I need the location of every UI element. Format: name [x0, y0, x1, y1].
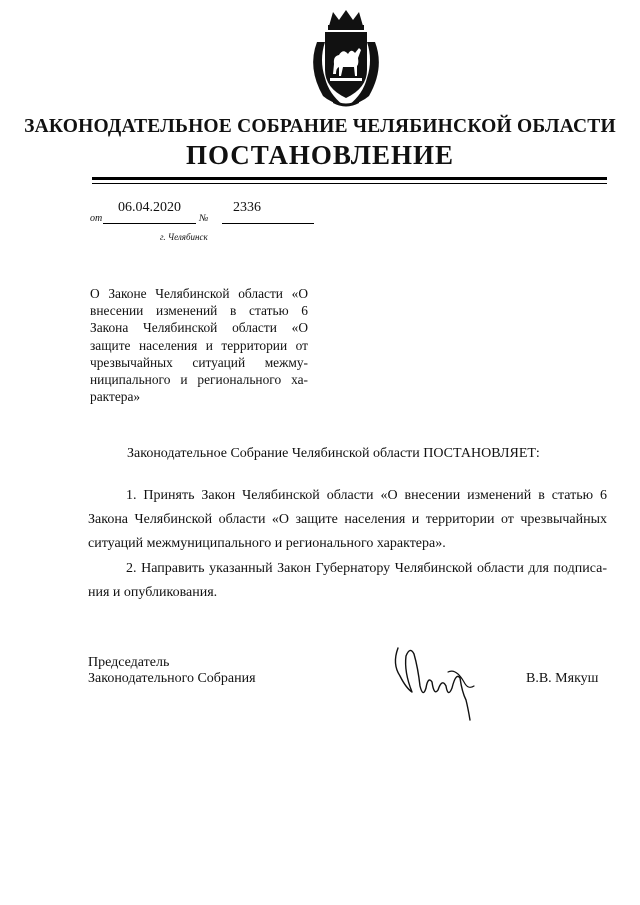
date-underline — [103, 223, 196, 224]
document-date: 06.04.2020 — [118, 200, 181, 215]
resolution-item-1: 1. Принять Закон Челябинской области «О внесении изменений в статью 6 Закона Челябинской области «О защите населения и территории от чрезвычайных ситуаций межмуниципального и регионального характера». — [88, 488, 607, 551]
preamble-text: Законодательное Собрание Челябинской области ПОСТАНОВЛЯЕТ: — [127, 446, 540, 461]
signatory-position-line1: Председатель — [88, 655, 170, 670]
coat-of-arms-icon — [303, 8, 389, 108]
resolution-item-2: 2. Направить указанный Закон Губернатору Челябинской области для подписа-ния и опубликования. — [88, 561, 607, 600]
number-sign-label: № — [199, 213, 209, 224]
signatory-position-line2: Законодательного Собрания — [88, 671, 256, 686]
document-number: 2336 — [233, 200, 261, 215]
date-prefix-label: от — [90, 213, 103, 224]
number-underline — [222, 223, 314, 224]
document-type-title: ПОСТАНОВЛЕНИЕ — [185, 140, 455, 170]
signatory-position — [88, 655, 256, 687]
resolution-subject: О Законе Челябинской области «О внесении изменений в статью 6 Закона Челябинской области «О защите населения и территории от чрезвычайных ситуаций межму-ниципального и регионального ха-рактера» — [90, 286, 308, 405]
handwritten-signature-icon — [390, 642, 490, 722]
city-label: г. Челябинск — [160, 232, 208, 242]
header-rule-thick — [92, 177, 607, 180]
organization-name: ЗАКОНОДАТЕЛЬНОЕ СОБРАНИЕ ЧЕЛЯБИНСКОЙ ОБЛАСТИ — [24, 116, 616, 137]
signatory-name: В.В. Мякуш — [526, 671, 599, 686]
header-rule-thin — [92, 183, 607, 184]
